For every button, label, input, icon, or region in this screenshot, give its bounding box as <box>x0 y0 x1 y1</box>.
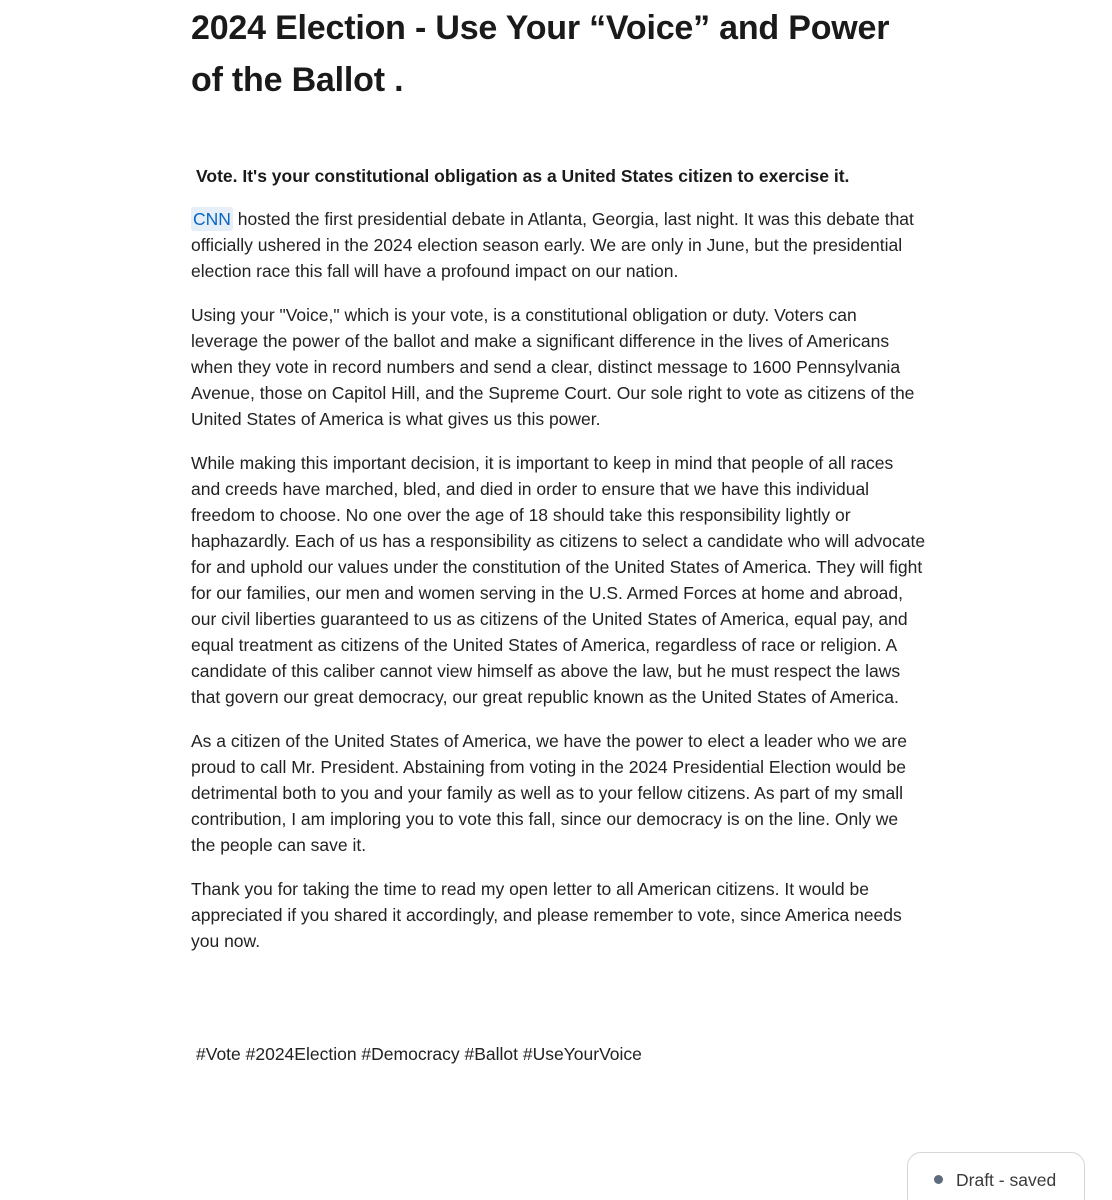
article-editor[interactable] <box>191 0 926 106</box>
paragraph-3[interactable]: While making this important decision, it is important to keep in mind that people of all races and creeds have marched, bled, and died in order to ensure that we have this individual freedom to choose. No one over the age of 18 should take this responsibility lightly or haphazardly. Each of us has a responsibility as citizens to select a candidate who will advocate for and uphold our values under the constitution of the United States of America. They will fight for our families, our men and women serving in the U.S. Armed Forces at home and abroad, our civil liberties guaranteed to us as citizens of the United States of America, equal pay, and equal treatment as citizens of the United States of America, regardless of race or religion. A candidate of this caliber cannot view himself as above the law, but he must respect the laws that govern our great democracy, our great republic known as the United States of America. <box>191 453 926 707</box>
status-dot-icon <box>934 1175 943 1184</box>
draft-status-label: Draft - saved <box>956 1170 1057 1190</box>
paragraph-5[interactable]: Thank you for taking the time to read my open letter to all American citizens. It would be appreciated if you shared it accordingly, and please remember to vote, since America needs you now. <box>191 879 902 951</box>
article-body[interactable] <box>191 206 926 972</box>
paragraph-4[interactable]: As a citizen of the United States of America, we have the power to elect a leader who we are proud to call Mr. President. Abstaining from voting in the 2024 Presidential Election would be detrimental both to you and your family as well as to your fellow citizens. As part of my small contribution, I am imploring you to vote this fall, since our democracy is on the line. Only we the people can save it. <box>191 731 907 855</box>
paragraph-2[interactable]: Using your "Voice," which is your vote, is a constitutional obligation or duty. Voters can leverage the power of the ballot and make a significant difference in the lives of Americans when they vote in record numbers and send a clear, distinct message to 1600 Pennsylvania Avenue, those on Capitol Hill, and the Supreme Court. Our sole right to vote as citizens of the United States of America is what gives us this power. <box>191 305 915 429</box>
cnn-link[interactable]: CNN <box>193 209 231 229</box>
article-lead[interactable]: Vote. It's your constitutional obligation as a United States citizen to exercise it. <box>196 166 850 186</box>
article-title[interactable]: 2024 Election - Use Your “Voice” and Power of the Ballot . <box>191 9 890 99</box>
draft-status-pill[interactable] <box>907 1152 1085 1200</box>
hashtags[interactable]: #Vote #2024Election #Democracy #Ballot #UseYourVoice <box>196 1044 642 1064</box>
paragraph-1-text: hosted the first presidential debate in Atlanta, Georgia, last night. It was this debate that officially ushered in the 2024 election season early. We are only in June, but the presidential election race this fall will have a profound impact on our nation. <box>191 209 914 281</box>
paragraph-1[interactable] <box>191 206 926 284</box>
